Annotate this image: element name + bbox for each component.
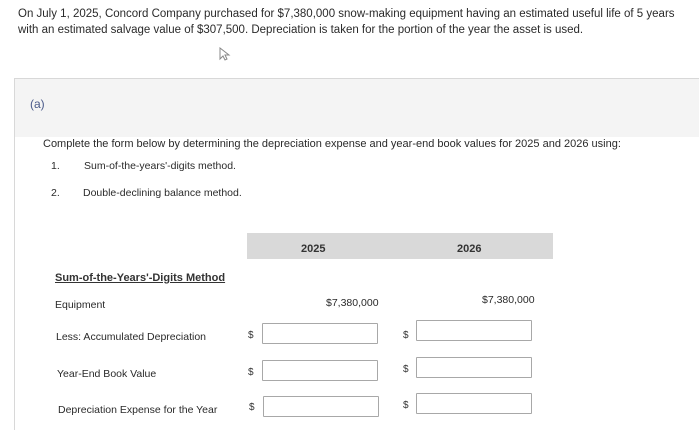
currency-symbol: $ [403,400,409,411]
part-a-header [15,79,699,137]
mouse-cursor-icon [219,47,231,61]
year-end-book-value-2025-input[interactable] [262,360,378,381]
year-header-2026: 2026 [457,243,482,255]
method-text: Sum-of-the-years'-digits method. [84,160,236,172]
problem-statement: On July 1, 2025, Concord Company purchased for $7,380,000 snow-making equipment having an estimated useful life of 5 years with an estimated salvage value of $307,500. Depreciation is taken for the portion of the year the asset is used. [18,8,675,36]
accumulated-depreciation-2026-input[interactable] [416,320,532,341]
part-a-label: (a) [30,97,45,111]
accumulated-depreciation-2025-input[interactable] [262,323,378,344]
currency-symbol: $ [403,364,409,375]
year-header-2025: 2025 [301,243,326,255]
method-number: 2. [51,187,60,199]
depreciation-expense-2025-input[interactable] [263,396,379,417]
method-number: 1. [51,160,60,172]
instructions-text: Complete the form below by determining the depreciation expense and year-end book values for 2025 and 2026 using: [43,138,621,150]
currency-symbol: $ [248,330,254,341]
row-label-equipment: Equipment [55,299,106,311]
section-title-syd: Sum-of-the-Years'-Digits Method [55,272,226,284]
equipment-value-2026: $7,380,000 [482,294,535,306]
method-text: Double-declining balance method. [83,187,242,199]
depreciation-expense-2026-input[interactable] [416,393,532,414]
row-label-accumulated-depreciation: Less: Accumulated Depreciation [56,331,206,343]
row-label-year-end-book-value: Year-End Book Value [57,368,157,380]
currency-symbol: $ [249,402,255,413]
year-header-bar [247,233,553,259]
year-end-book-value-2026-input[interactable] [416,357,532,378]
equipment-value-2025: $7,380,000 [326,297,379,309]
currency-symbol: $ [248,367,254,378]
currency-symbol: $ [403,330,409,341]
row-label-depreciation-expense: Depreciation Expense for the Year [58,404,218,416]
